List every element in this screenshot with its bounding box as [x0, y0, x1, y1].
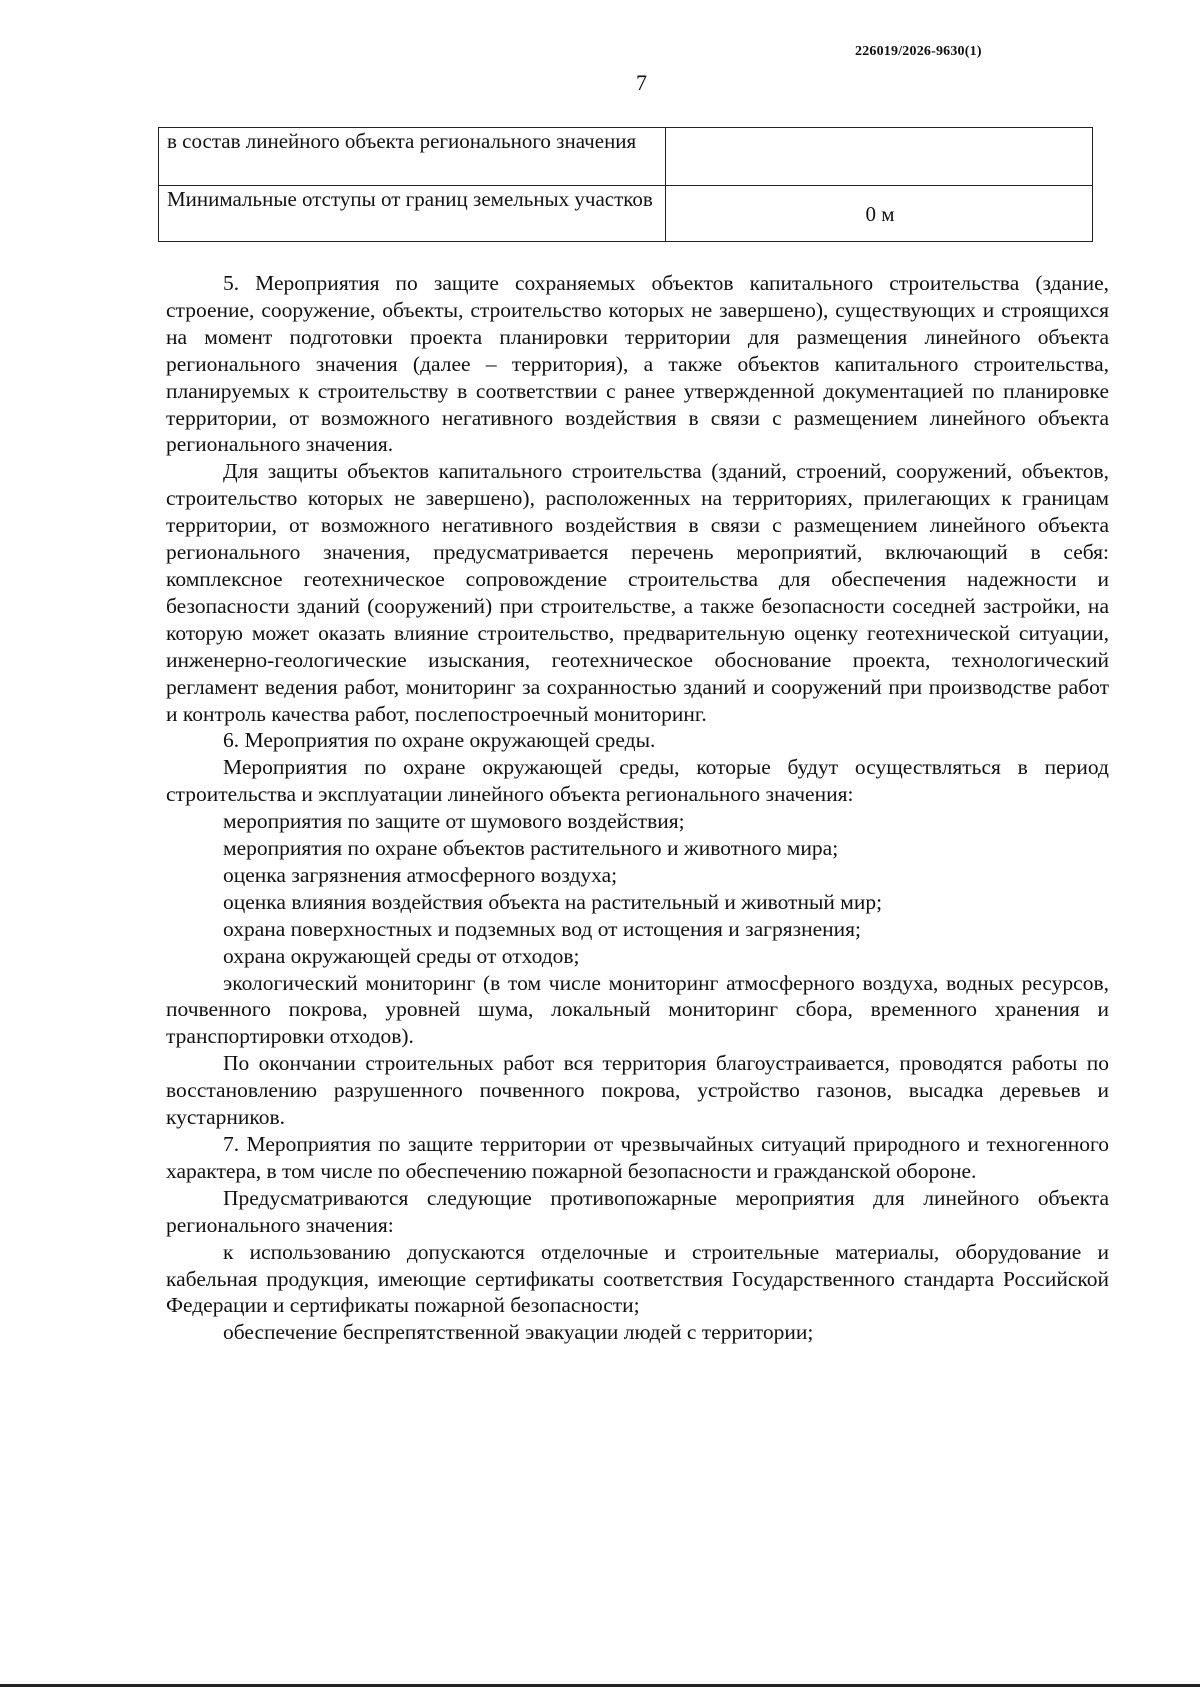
table-cell-name: в состав линейного объекта регионального значения [159, 128, 666, 186]
list-item: мероприятия по охране объектов растительного и животного мира; [223, 836, 839, 861]
list-item: оценка влияния воздействия объекта на растительный и животный мир; [223, 889, 883, 914]
section-5-heading: 5. Мероприятия по защите сохраняемых объектов капитального строительства (здание, строение, сооружение, объекты, строительство которых не завершено), существующих и строящихся на момент подготовки проекта планировки территории для размещения линейного объекта регионального значения (далее – территория), а также объектов капитального строительства, планируемых к строительству в соответствии с ранее утвержденной документацией по планировке территории, от возможного негативного воздействия в связи с размещением линейного объекта регионального значения. [166, 271, 1109, 457]
section-7-intro: Предусматриваются следующие противопожарные мероприятия для линейного объекта регионального значения: [166, 1185, 1109, 1237]
document-id: 226019/2026-9630(1) [855, 44, 982, 59]
section-5-paragraph: Для защиты объектов капитального строительства (зданий, строений, сооружений, объектов, строительство которых не завершено), расположенных на территориях, прилегающих к границам территории, от возможного негативного воздействия в связи с размещением линейного объекта регионального значения, предусматривается перечень мероприятий, включающий в себя: комплексное геотехническое сопровождение строительства для обеспечения надежности и безопасности зданий (сооружений) при строительстве, а также безопасности соседней застройки, на которую может оказать влияние строительство, предварительную оценку геотехнической ситуации, инженерно-геологические изыскания, геотехническое обоснование проекта, технологический регламент ведения работ, мониторинг за сохранностью зданий и сооружений при производстве работ и контроль качества работ, послепостроечный мониторинг. [166, 459, 1109, 726]
table-cell-value [666, 128, 1093, 186]
table-row [159, 186, 1093, 242]
section-6-intro: Мероприятия по охране окружающей среды, которые будут осуществляться в период строительства и эксплуатации линейного объекта регионального значения: [166, 755, 1109, 807]
table-cell-value: 0 м [666, 186, 1093, 242]
list-item: обеспечение беспрепятственной эвакуации людей с территории; [223, 1320, 814, 1345]
section-6-closing: По окончании строительных работ вся территория благоустраивается, проводятся работы по восстановлению разрушенного почвенного покрова, устройство газонов, высадка деревьев и кустарников. [166, 1051, 1109, 1130]
table-row [159, 128, 1093, 186]
section-6-heading: 6. Мероприятия по охране окружающей среды. [223, 728, 656, 753]
list-item: к использованию допускаются отделочные и строительные материалы, оборудование и кабельная продукция, имеющие сертификаты соответствия Государственного стандарта Российской Федерации и сертификаты пожарной безопасности; [166, 1239, 1109, 1318]
list-item: охрана поверхностных и подземных вод от истощения и загрязнения; [223, 916, 862, 941]
document-body [166, 270, 1109, 1346]
list-item-monitoring: экологический мониторинг (в том числе мониторинг атмосферного воздуха, водных ресурсов, почвенного покрова, уровней шума, локальный мониторинг сбора, временного хранения и транспортировки отходов). [166, 970, 1109, 1049]
list-item: охрана окружающей среды от отходов; [223, 943, 580, 968]
table-cell-name: Минимальные отступы от границ земельных участков [159, 186, 666, 242]
page-number: 7 [636, 70, 647, 95]
list-item: оценка загрязнения атмосферного воздуха; [223, 862, 618, 887]
list-item: мероприятия по защите от шумового воздействия; [223, 809, 685, 834]
properties-table [158, 127, 1093, 242]
section-7-heading: 7. Мероприятия по защите территории от чрезвычайных ситуаций природного и техногенного характера, в том числе по обеспечению пожарной безопасности и гражданской обороне. [166, 1132, 1109, 1183]
page-bottom-rule [0, 1684, 1200, 1687]
